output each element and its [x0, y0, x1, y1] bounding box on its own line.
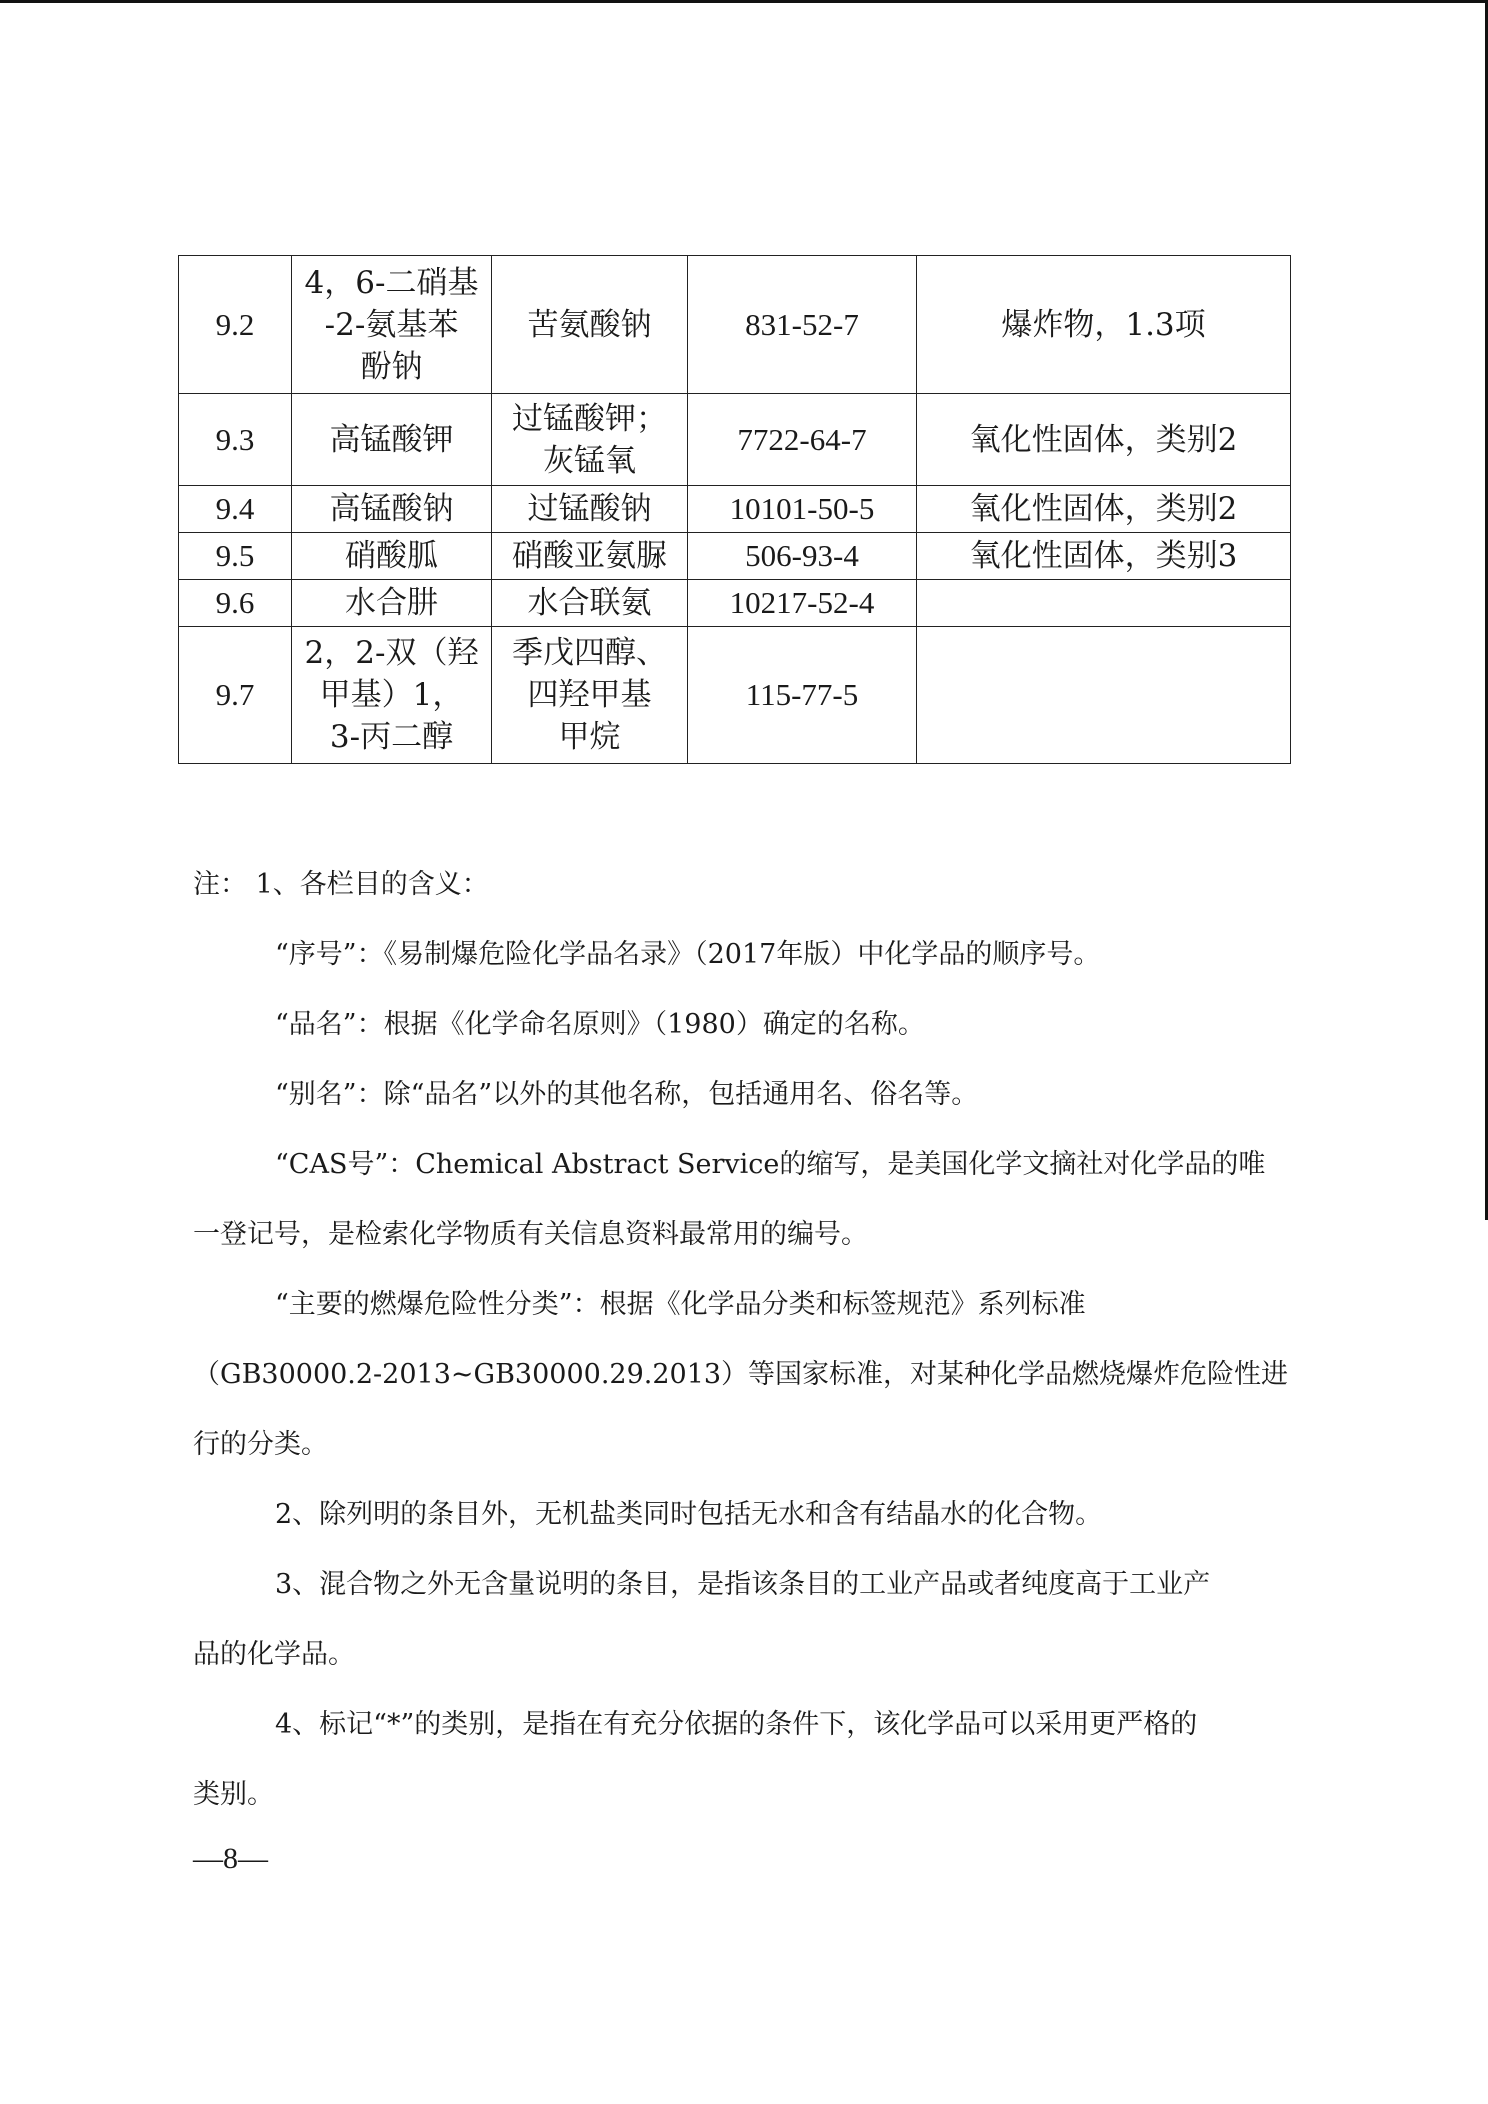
chemical-name: 高锰酸钾	[292, 394, 492, 486]
row-number: 9.6	[179, 580, 292, 627]
note-hazard-definition: “主要的燃爆危险性分类”：根据《化学品分类和标签规范》系列标准	[275, 1289, 1086, 1320]
note-hazard-definition-end: 行的分类。	[193, 1429, 328, 1460]
chemical-alias: 过锰酸钾； 灰锰氧	[492, 394, 688, 486]
cas-number: 506-93-4	[688, 533, 917, 580]
table-row	[179, 627, 1291, 764]
chemical-name: 硝酸胍	[292, 533, 492, 580]
note-cas-definition-cont: 一登记号，是检索化学物质有关信息资料最常用的编号。	[193, 1219, 868, 1250]
chemical-alias: 苦氨酸钠	[492, 256, 688, 394]
table-row	[179, 486, 1291, 533]
chemical-name: 2，2-双（羟 甲基）1， 3-丙二醇	[292, 627, 492, 764]
note-item-3: 3、混合物之外无含量说明的条目，是指该条目的工业产品或者纯度高于工业产	[275, 1569, 1211, 1600]
cas-number: 7722-64-7	[688, 394, 917, 486]
note-name-definition: “品名”：根据《化学命名原则》（1980）确定的名称。	[275, 1009, 925, 1040]
chemical-name: 水合肼	[292, 580, 492, 627]
note-cas-definition: “CAS号”：Chemical Abstract Service的缩写，是美国化学文摘社对化学品的唯	[275, 1149, 1266, 1180]
notes-heading: 注： 1、各栏目的含义：	[193, 869, 489, 900]
note-alias-definition: “别名”：除“品名”以外的其他名称，包括通用名、俗名等。	[275, 1079, 979, 1110]
row-number: 9.3	[179, 394, 292, 486]
table-row	[179, 533, 1291, 580]
chemical-name: 高锰酸钠	[292, 486, 492, 533]
note-serial-definition: “序号”：《易制爆危险化学品名录》（2017年版）中化学品的顺序号。	[275, 939, 1101, 970]
hazard-class: 氧化性固体，类别2	[917, 486, 1291, 533]
chemical-name: 4，6-二硝基 -2-氨基苯 酚钠	[292, 256, 492, 394]
note-item-4: 4、标记“*”的类别，是指在有充分依据的条件下，该化学品可以采用更严格的	[275, 1709, 1198, 1740]
chemical-alias: 硝酸亚氨脲	[492, 533, 688, 580]
cas-number: 10101-50-5	[688, 486, 917, 533]
cas-number: 115-77-5	[688, 627, 917, 764]
note-item-3-cont: 品的化学品。	[193, 1639, 355, 1670]
chemical-alias: 水合联氨	[492, 580, 688, 627]
chemical-table	[178, 255, 1291, 764]
hazard-class: 爆炸物，1.3项	[917, 256, 1291, 394]
row-number: 9.2	[179, 256, 292, 394]
row-number: 9.4	[179, 486, 292, 533]
hazard-class: 氧化性固体，类别2	[917, 394, 1291, 486]
row-number: 9.5	[179, 533, 292, 580]
page-top-border	[0, 0, 1488, 3]
hazard-class	[917, 580, 1291, 627]
row-number: 9.7	[179, 627, 292, 764]
table-row	[179, 580, 1291, 627]
hazard-class: 氧化性固体，类别3	[917, 533, 1291, 580]
note-item-2: 2、除列明的条目外，无机盐类同时包括无水和含有结晶水的化合物。	[275, 1499, 1103, 1530]
cas-number: 831-52-7	[688, 256, 917, 394]
page-number: —8—	[193, 1842, 268, 1875]
note-hazard-definition-cont: （GB30000.2-2013~GB30000.29.2013）等国家标准，对某种化学品燃烧爆炸危险性进	[193, 1359, 1289, 1390]
chemical-alias: 季戊四醇、 四羟甲基 甲烷	[492, 627, 688, 764]
table-row	[179, 394, 1291, 486]
chemical-alias: 过锰酸钠	[492, 486, 688, 533]
table-row	[179, 256, 1291, 394]
note-item-4-cont: 类别。	[193, 1779, 274, 1810]
hazard-class	[917, 627, 1291, 764]
cas-number: 10217-52-4	[688, 580, 917, 627]
